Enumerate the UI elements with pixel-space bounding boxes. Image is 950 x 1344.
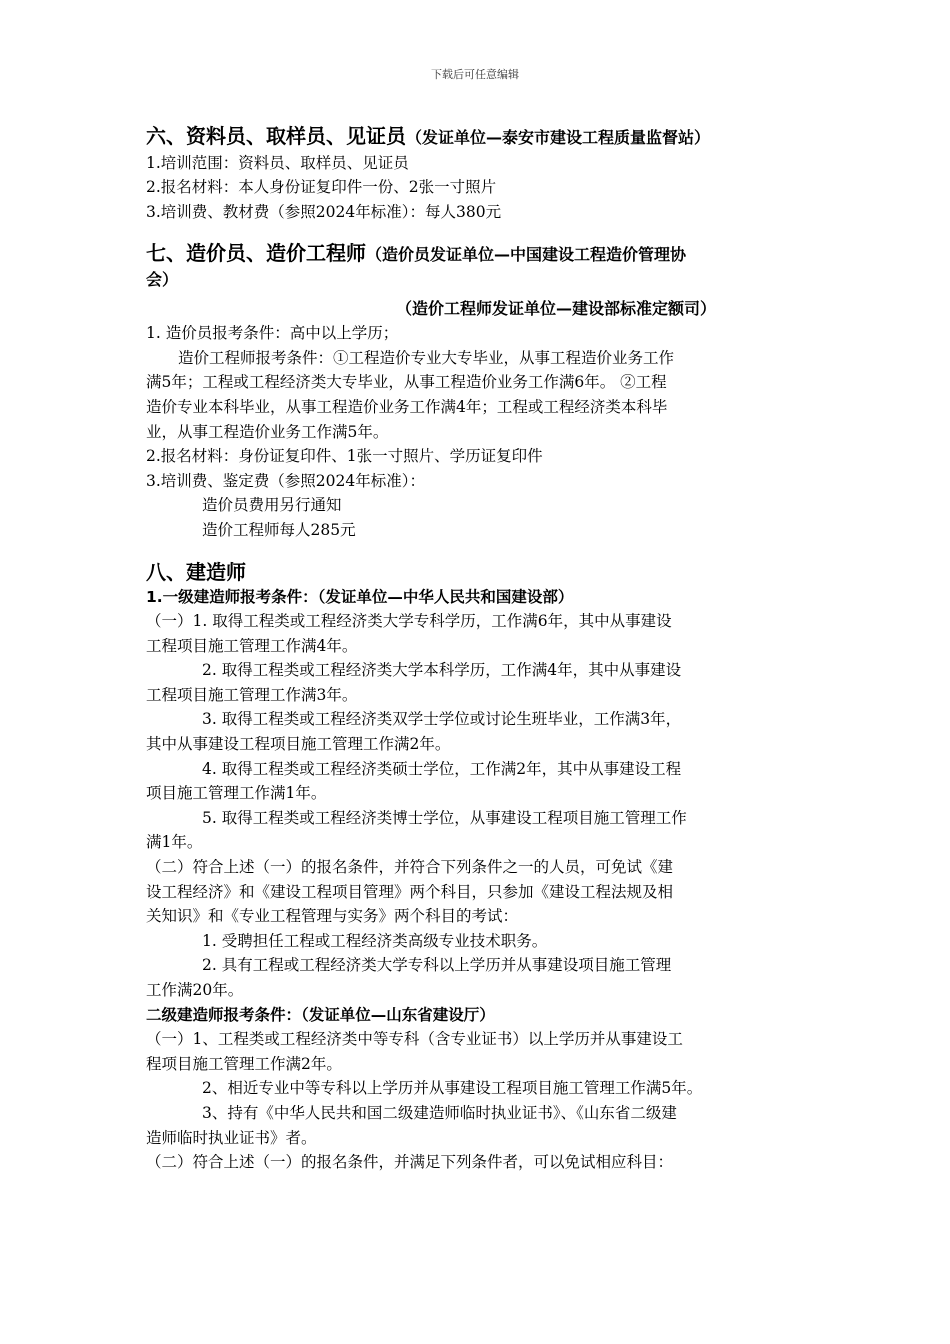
section-7-issuer-2: （造价工程师发证单位—建设部标准定额司）: [396, 298, 717, 318]
s8-c4-line: （二）符合上述（一）的报名条件，并满足下列条件者，可以免试相应科目：: [146, 1153, 674, 1172]
s8-a2-line-1: 2. 取得工程类或工程经济类大学本科学历，工作满4年，其中从事建设: [202, 661, 682, 680]
s8-b2-line-2: 工作满20年。: [146, 981, 244, 999]
s8-a3-line-2: 其中从事建设工程项目施工管理工作满2年。: [146, 735, 451, 754]
s8-b0-line-1: （二）符合上述（一）的报名条件，并符合下列条件之一的人员，可免试《建: [146, 858, 674, 877]
s8-b0-line-2: 设工程经济》和《建设工程项目管理》两个科目，只参加《建设工程法规及相: [146, 882, 674, 901]
section-7-line-1: 1. 造价员报考条件：高中以上学历；: [146, 324, 399, 343]
section-7-issuer-1a: （造价员发证单位—中国建设工程造价管理协: [366, 245, 687, 265]
page-header-note: 下载后可任意编辑: [431, 68, 519, 81]
s8-b0-line-3: 关知识》和《专业工程管理与实务》两个科目的考试：: [146, 907, 519, 926]
s8-b2-line-1: 2. 具有工程或工程经济类大学专科以上学历并从事建设项目施工管理: [202, 956, 672, 975]
s8-a5-line-2: 满1年。: [146, 833, 203, 852]
s8-a4-line-2: 项目施工管理工作满1年。: [146, 784, 327, 803]
section-6-heading: [146, 123, 806, 151]
section-7-line-2a: 造价工程师报考条件：①工程造价专业大专毕业，从事工程造价业务工作: [178, 348, 675, 367]
s8-a4-line-1: 4. 取得工程类或工程经济类硕士学位，工作满2年，其中从事建设工程: [202, 759, 682, 778]
section-6-issuer: （发证单位—泰安市建设工程质量监督站）: [406, 128, 711, 147]
s8-c1-line-1: （一）1、工程类或工程经济类中等专科（含专业证书）以上学历并从事建设工: [146, 1030, 683, 1049]
section-6-line-2: 2.报名材料：本人身份证复印件一份、2张一寸照片: [146, 178, 497, 197]
section-8-subheading-1: 1.一级建造师报考条件：（发证单位—中华人民共和国建设部）: [146, 587, 574, 606]
s8-c3-line-1: 3、持有《中华人民共和国二级建造师临时执业证书》、《山东省二级建: [202, 1103, 677, 1122]
section-6-line-3: 3.培训费、教材费（参照2024年标准）：每人380元: [146, 202, 502, 221]
s8-c2-line: 2、相近专业中等专科以上学历并从事建设工程项目施工管理工作满5年。: [202, 1079, 703, 1098]
section-7-line-2c: 造价专业本科毕业，从事工程造价业务工作满4年；工程或工程经济类本科毕: [146, 397, 668, 416]
section-6-title: 六、资料员、取样员、见证员: [146, 124, 406, 148]
section-7-title: 七、造价员、造价工程师: [146, 241, 366, 266]
section-8-title: 八、建造师: [146, 559, 246, 584]
section-7-line-6: 造价工程师每人285元: [202, 520, 356, 539]
section-7-line-4: 3.培训费、鉴定费（参照2024年标准）：: [146, 471, 425, 490]
section-7-line-3: 2.报名材料：身份证复印件、1张一寸照片、学历证复印件: [146, 447, 543, 466]
section-7-line-5: 造价员费用另行通知: [202, 496, 342, 515]
s8-a1-line-2: 工程项目施工管理工作满4年。: [146, 636, 358, 655]
document-content: [146, 123, 806, 1175]
s8-c3-line-2: 造师临时执业证书》者。: [146, 1128, 317, 1147]
section-7-line-2b: 满5年；工程或工程经济类大专毕业，从事工程造价业务工作满6年。 ②工程: [146, 373, 667, 392]
s8-a3-line-1: 3. 取得工程类或工程经济类双学士学位或讨论生班毕业，工作满3年，: [202, 710, 682, 729]
s8-a1-line-1: （一）1. 取得工程类或工程经济类大学专科学历，工作满6年，其中从事建设: [146, 612, 672, 631]
section-7-heading: [146, 240, 806, 268]
section-7-line-2d: 业，从事工程造价业务工作满5年。: [146, 422, 389, 441]
section-6-line-1: 1.培训范围：资料员、取样员、见证员: [146, 153, 409, 172]
s8-a2-line-2: 工程项目施工管理工作满3年。: [146, 685, 358, 704]
s8-a5-line-1: 5. 取得工程类或工程经济类博士学位，从事建设工程项目施工管理工作: [202, 808, 687, 827]
s8-b1-line: 1. 受聘担任工程或工程经济类高级专业技术职务。: [202, 931, 548, 950]
section-7-issuer-1b: 会）: [146, 269, 179, 289]
s8-c1-line-2: 程项目施工管理工作满2年。: [146, 1054, 342, 1073]
section-8-subheading-2: 二级建造师报考条件：（发证单位—山东省建设厅）: [146, 1005, 495, 1024]
